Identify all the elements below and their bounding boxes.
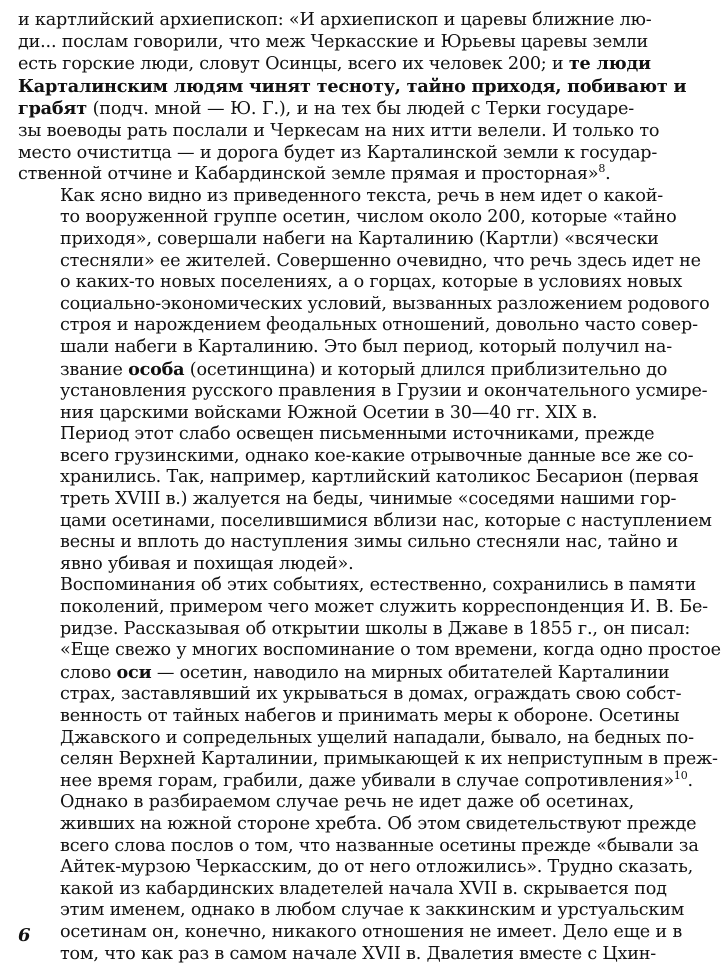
text-line: стесняли» ее жителей. Совершенно очевидно, что речь здесь идет не: [60, 250, 701, 271]
paragraph: [18, 792, 699, 965]
footnote-marker: 8: [598, 162, 606, 176]
paragraph: [18, 575, 721, 792]
text-line: зы воеводы рать послали и Черкесам на них итти велели. И только то: [18, 120, 660, 141]
text-line: страх, заставлявший их укрываться в домах, ограждать свою собст-: [60, 684, 682, 705]
text-line: венность от тайных набегов и принимать меры к обороне. Осетины: [60, 706, 680, 726]
text-line: хранились. Так, например, картлийский католикос Бесарион (первая: [60, 467, 699, 488]
text-line: селян Верхней Карталинии, примыкающей к их неприступным в преж-: [60, 749, 718, 770]
text-line: то вооруженной группе осетин, числом около 200, которые «тайно: [60, 207, 677, 228]
text-line: ственной отчине и Кабардинской земле прямая и просторная»$^8$.: [18, 162, 611, 185]
text-line: Айтек-мурзою Черкасским, до от него отложились». Трудно сказать,: [60, 857, 693, 878]
page-number: 6: [18, 925, 31, 946]
text-line: ридзе. Рассказывая об открытии школы в Джаве в 1855 г., он писал:: [60, 618, 691, 639]
text-line: слово оси — осетин, наводило на мирных обитателей Карталинии: [60, 661, 670, 683]
text-line: весны и вплоть до наступления зимы сильно стесняли нас, тайно и: [60, 532, 679, 553]
text-line: какой из кабардинских владетелей начала XVII в. скрывается под: [60, 878, 667, 899]
text-line: Воспоминания об этих событиях, естественно, сохранились в памяти: [60, 575, 696, 596]
text-line: социально-экономических условий, вызванных разложением родового: [60, 293, 710, 314]
text-line: шали набеги в Карталинию. Это был период, который получил на-: [60, 336, 672, 357]
text-line: том, что как раз в самом начале XVII в. Двалетия вместе с Цхин-: [60, 943, 657, 964]
text-line: всего грузинскими, однако кое-какие отрывочные данные все же со-: [60, 445, 694, 466]
footnote-marker: 10: [673, 768, 688, 782]
body-text: [18, 10, 721, 965]
text-line: поколений, примером чего может служить корреспонденция И. В. Бе-: [60, 597, 708, 618]
text-line: Однако в разбираемом случае речь не идет даже об осетинах,: [60, 792, 634, 813]
text-line: осетинам он, конечно, никакого отношения не имеет. Дело еще и в: [60, 921, 683, 942]
text-line: приходя», совершали набеги на Карталинию (Картли) «всячески: [60, 228, 659, 249]
text-line: «Еще свежо у многих воспоминание о том времени, когда одно простое: [60, 640, 721, 661]
text-line: всего слова послов о том, что названные осетины прежде «бывали за: [60, 835, 699, 856]
text-line: треть XVIII в.) жалуется на беды, чинимые «соседями нашими гор-: [60, 489, 677, 510]
text-line: Джавского и сопредельных ущелий нападали, бывало, на бедных по-: [60, 727, 694, 748]
text-line: установления русского правления в Грузии и окончательного усмире-: [60, 381, 708, 402]
text-line: Как ясно видно из приведенного текста, речь в нем идет о какой-: [60, 185, 663, 206]
text-line: есть горские люди, словут Осинцы, всего их человек 200; и те люди: [18, 53, 651, 75]
text-line: этим именем, однако в любом случае к заккинским и урстуальским: [60, 900, 685, 921]
text-line: цами осетинами, поселившимися вблизи нас, которые с наступлением: [60, 510, 712, 531]
text-line: ди... послам говорили, что меж Черкасские и Юрьевы царевы земли: [18, 31, 649, 52]
text-line: строя и нарождением феодальных отношений, довольно часто совер-: [60, 315, 698, 336]
text-line: и картлийский архиепископ: «И архиепископ и царевы ближние лю-: [18, 10, 652, 30]
text-line: явно убивая и похищая людей».: [60, 553, 354, 574]
text-line: Период этот слабо освещен письменными источниками, прежде: [60, 424, 655, 445]
text-line: нее время горам, грабили, даже убивали в случае сопротивления»$^{10}$.: [60, 768, 693, 791]
text-line: грабят (подч. мной — Ю. Г.), и на тех бы людей с Терки государе-: [18, 98, 634, 120]
text-line: звание особа (осетинщина) и который длился приблизительно до: [60, 358, 668, 380]
text-line: живших на южной стороне хребта. Об этом свидетельствуют прежде: [60, 813, 697, 834]
text-line: место очиститца — и дорога будет из Карталинской земли к государ-: [18, 142, 658, 163]
text-line: Карталинским людям чинят тесноту, тайно приходя, побивают и: [18, 75, 687, 97]
text-line: о каких-то новых поселениях, а о горцах, которые в условиях новых: [60, 272, 683, 293]
paragraph: [18, 424, 712, 575]
paragraph: [18, 185, 710, 425]
paragraph: [18, 10, 687, 186]
text-line: ния царскими войсками Южной Осетии в 30—40 гг. XIX в.: [60, 402, 598, 423]
